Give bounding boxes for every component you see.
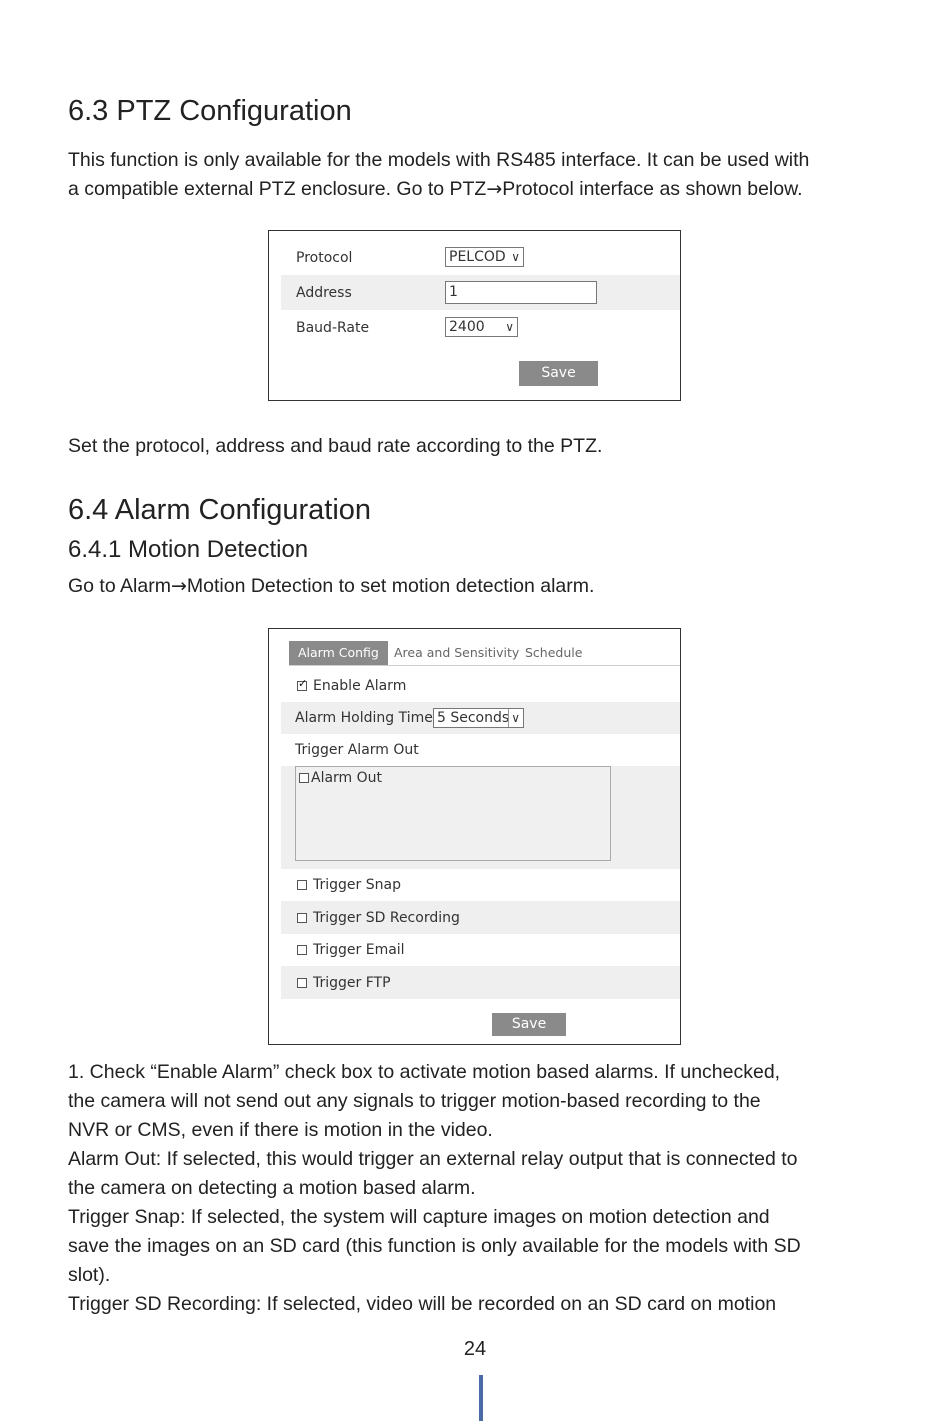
body-line: Trigger SD Recording: If selected, video will be recorded on an SD card on motion xyxy=(68,1293,777,1315)
ptz-save-button[interactable]: Save xyxy=(519,361,598,386)
baud-rate-row xyxy=(281,310,680,345)
address-input[interactable]: 1 xyxy=(445,281,597,304)
baud-rate-label: Baud-Rate xyxy=(296,319,370,336)
section-6-3-title: 6.3 PTZ Configuration xyxy=(68,95,352,127)
alarm-out-list-row xyxy=(281,766,680,869)
page-footer-bar xyxy=(479,1375,483,1421)
body-line: the camera will not send out any signals to trigger motion-based recording to the xyxy=(68,1090,761,1112)
section-6-3-intro xyxy=(68,146,888,204)
baud-rate-select[interactable] xyxy=(445,317,518,337)
alarm-out-listbox xyxy=(295,766,611,861)
protocol-row xyxy=(281,241,680,275)
alarm-save-button[interactable]: Save xyxy=(492,1013,566,1036)
body-line: slot). xyxy=(68,1264,111,1286)
trigger-sd-checkbox[interactable] xyxy=(297,910,460,926)
motion-intro-b: Motion Detection to set motion detection alarm. xyxy=(186,575,595,597)
trigger-snap-label: Trigger Snap xyxy=(313,877,401,893)
intro-line-1: This function is only available for the models with RS485 interface. It can be used with xyxy=(68,149,810,171)
alarm-out-label: Alarm Out xyxy=(311,770,383,786)
arrow-right-icon: → xyxy=(170,575,187,597)
trigger-ftp-row xyxy=(281,966,680,999)
enable-alarm-row xyxy=(281,670,680,702)
intro-line-2a: a compatible external PTZ enclosure. Go to PTZ xyxy=(68,178,487,200)
tab-divider xyxy=(289,665,680,666)
trigger-alarm-out-label: Trigger Alarm Out xyxy=(295,742,419,758)
checkbox-checked-icon xyxy=(297,681,307,691)
ptz-config-panel xyxy=(268,230,681,401)
motion-description xyxy=(68,1058,888,1319)
ptz-after-line: Set the protocol, address and baud rate according to the PTZ. xyxy=(68,435,603,457)
alarm-config-panel xyxy=(268,628,681,1045)
trigger-sd-label: Trigger SD Recording xyxy=(313,909,460,926)
checkbox-icon xyxy=(297,978,307,988)
checkbox-icon xyxy=(299,773,309,783)
holding-time-label: Alarm Holding Time xyxy=(295,710,433,726)
page-number: 24 xyxy=(463,1338,487,1360)
motion-intro-line xyxy=(68,572,888,601)
body-line: Alarm Out: If selected, this would trigger an external relay output that is connected to xyxy=(68,1148,798,1170)
protocol-select-value: PELCOD xyxy=(449,249,506,265)
enable-alarm-label: Enable Alarm xyxy=(313,678,407,694)
motion-intro-a: Go to Alarm xyxy=(68,575,171,597)
section-6-4-1-title: 6.4.1 Motion Detection xyxy=(68,536,309,563)
trigger-ftp-checkbox[interactable] xyxy=(297,975,391,991)
ptz-after-text xyxy=(68,432,888,461)
trigger-sd-row xyxy=(281,901,680,934)
intro-line-2 xyxy=(68,175,888,204)
holding-time-select[interactable] xyxy=(433,708,524,728)
checkbox-icon xyxy=(297,913,307,923)
body-line: the camera on detecting a motion based alarm. xyxy=(68,1177,476,1199)
holding-time-value: 5 Seconds xyxy=(437,710,510,726)
chevron-down-icon: ∨ xyxy=(505,320,514,334)
tab-alarm-config[interactable]: Alarm Config xyxy=(289,641,388,665)
chevron-down-icon: ∨ xyxy=(508,709,520,727)
address-row xyxy=(281,275,680,310)
address-label: Address xyxy=(296,284,352,301)
tab-schedule[interactable]: Schedule xyxy=(525,645,583,660)
checkbox-icon xyxy=(297,945,307,955)
section-6-4-1-intro xyxy=(68,572,888,601)
trigger-alarm-out-row xyxy=(281,734,680,766)
arrow-right-icon: → xyxy=(486,178,503,200)
holding-time-row xyxy=(281,702,680,734)
trigger-email-row xyxy=(281,934,680,966)
trigger-email-label: Trigger Email xyxy=(313,942,405,958)
intro-line-2b: Protocol interface as shown below. xyxy=(502,178,803,200)
body-line: save the images on an SD card (this function is only available for the models with SD xyxy=(68,1235,801,1257)
trigger-snap-checkbox[interactable] xyxy=(297,877,401,893)
trigger-snap-row xyxy=(281,869,680,901)
body-line: Trigger Snap: If selected, the system will capture images on motion detection and xyxy=(68,1206,770,1228)
chevron-down-icon: ∨ xyxy=(511,250,520,264)
checkbox-icon xyxy=(297,880,307,890)
alarm-out-checkbox[interactable] xyxy=(299,770,382,786)
protocol-select[interactable] xyxy=(445,247,524,267)
body-line: 1. Check “Enable Alarm” check box to activate motion based alarms. If unchecked, xyxy=(68,1061,781,1083)
baud-rate-select-value: 2400 xyxy=(449,319,485,335)
enable-alarm-checkbox[interactable] xyxy=(297,678,406,694)
trigger-email-checkbox[interactable] xyxy=(297,942,405,958)
body-line: NVR or CMS, even if there is motion in the video. xyxy=(68,1119,493,1141)
tab-area-and-sensitivity[interactable]: Area and Sensitivity xyxy=(394,645,520,660)
protocol-label: Protocol xyxy=(296,250,353,266)
section-6-4-title: 6.4 Alarm Configuration xyxy=(68,494,372,526)
trigger-ftp-label: Trigger FTP xyxy=(313,974,391,991)
